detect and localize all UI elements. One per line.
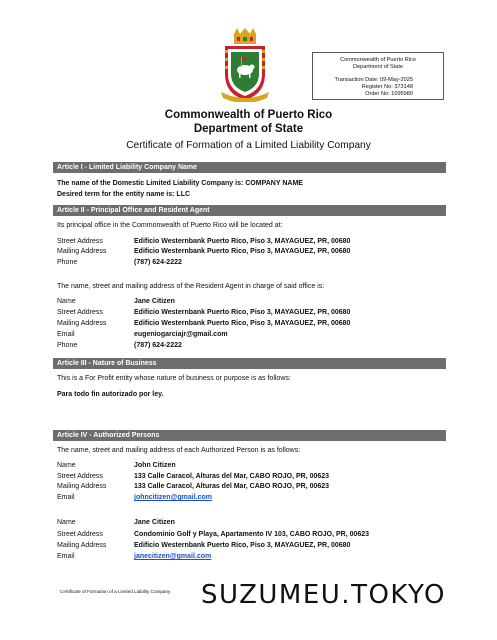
article2-heading: Article II - Principal Office and Resident Agent (53, 205, 446, 216)
person1-street-label: Street Address (57, 473, 103, 480)
watermark: SUZUMEU.TOKYO (201, 580, 446, 610)
person2-street-value: Condominio Golf y Playa, Apartamento IV 103, CABO ROJO, PR, 00623 (134, 531, 370, 538)
agent-email-label: Email (57, 331, 75, 338)
person1-mailing-label: Mailing Address (57, 483, 107, 490)
article4-heading: Article IV - Authorized Persons (53, 430, 446, 441)
agent-name-value: Jane Citizen (134, 298, 175, 305)
person2-email-link[interactable]: janecitizen@gmail.com (134, 553, 212, 560)
authorized-persons-intro: The name, street and mailing address of each Authorized Person is as follows: (57, 447, 301, 454)
office-street-label: Street Address (57, 238, 103, 245)
office-mailing-value: Edificio Westernbank Puerto Rico, Piso 3, MAYAGUEZ, PR, 00680 (134, 248, 351, 255)
resident-agent-intro: The name, street and mailing address of the Resident Agent in charge of said office is: (57, 283, 325, 290)
person2-mailing-label: Mailing Address (57, 542, 107, 549)
person2-name-label: Name (57, 519, 76, 526)
article1-heading: Article I - Limited Liability Company Name (53, 162, 446, 173)
certificate-subtitle: Certificate of Formation of a Limited Liability Company (126, 140, 371, 151)
person2-mailing-value: Edificio Westernbank Puerto Rico, Piso 3, MAYAGUEZ, PR, 00680 (134, 542, 351, 549)
office-phone-label: Phone (57, 259, 78, 266)
office-mailing-label: Mailing Address (57, 248, 107, 255)
person1-street-value: 133 Calle Caracol, Alturas del Mar, CABO ROJO, PR, 00623 (134, 473, 330, 480)
principal-office-intro: Its principal office in the Commonwealth of Puerto Rico will be located at: (57, 222, 283, 229)
person1-email-link[interactable]: johncitizen@gmail.com (134, 494, 213, 501)
agent-street-label: Street Address (57, 309, 103, 316)
nature-of-business-intro: This is a For Profit entity whose nature of business or purpose is as follows: (57, 375, 291, 382)
company-name-line: The name of the Domestic Limited Liability Company is: COMPANY NAME (57, 180, 303, 187)
agent-name-label: Name (57, 298, 76, 305)
person2-email-label: Email (57, 553, 75, 560)
transaction-info-box (312, 52, 444, 100)
person2-street-label: Street Address (57, 531, 103, 538)
agent-street-value: Edificio Westernbank Puerto Rico, Piso 3, MAYAGUEZ, PR, 00680 (134, 309, 351, 316)
agent-mailing-label: Mailing Address (57, 320, 107, 327)
transaction-date: Transaction Date: 09-May-2025 (334, 77, 413, 83)
infobox-line1: Commonwealth of Puerto Rico (340, 57, 416, 63)
order-number: Order No: 1095980 (365, 91, 413, 97)
agent-email-value: eugeniogarciajr@gmail.com (134, 331, 228, 338)
office-street-value: Edificio Westernbank Puerto Rico, Piso 3, MAYAGUEZ, PR, 00680 (134, 238, 351, 245)
coat-of-arms-seal (217, 28, 273, 102)
page-title: Commonwealth of Puerto Rico (164, 109, 333, 121)
person2-name-value: Jane Citizen (134, 519, 175, 526)
page-footer: Certificate of Formation of a Limited Liability Company (60, 589, 171, 594)
register-number: Register No: 373148 (361, 84, 413, 90)
department-title: Department of State (193, 123, 304, 135)
agent-mailing-value: Edificio Westernbank Puerto Rico, Piso 3, MAYAGUEZ, PR, 00680 (134, 320, 351, 327)
person1-mailing-value: 133 Calle Caracol, Alturas del Mar, CABO ROJO, PR, 00623 (134, 483, 330, 490)
person1-email-label: Email (57, 494, 75, 501)
agent-phone-label: Phone (57, 342, 78, 349)
article3-heading: Article III - Nature of Business (53, 358, 446, 369)
business-purpose: Para todo fin autorizado por ley. (57, 391, 164, 398)
person1-name-label: Name (57, 462, 76, 469)
entity-term-line: Desired term for the entity name is: LLC (57, 191, 191, 198)
infobox-line2: Department of State (352, 64, 404, 70)
office-phone-value: (787) 624-2222 (134, 259, 182, 266)
agent-phone-value: (787) 624-2222 (134, 342, 182, 349)
person1-name-value: John Citizen (134, 462, 176, 469)
